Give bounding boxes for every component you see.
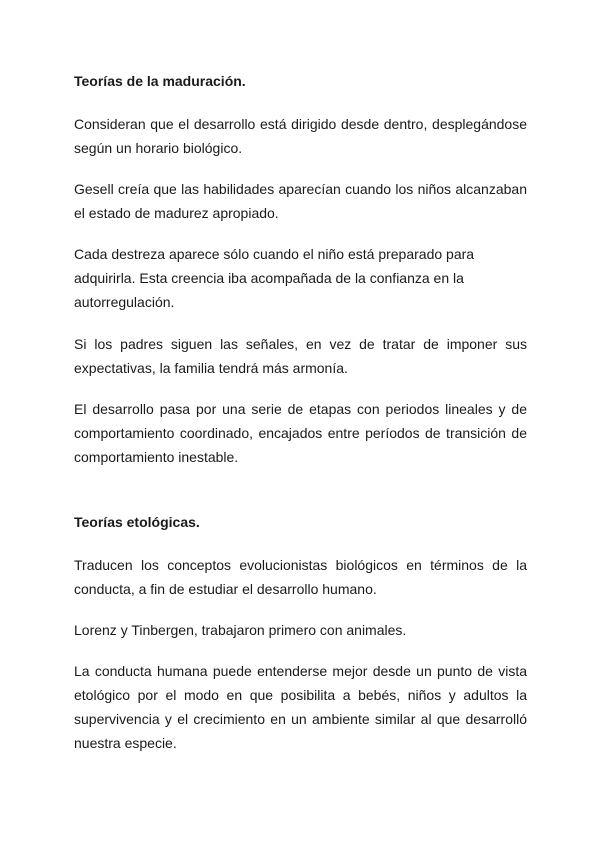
paragraph-ethological-1: Traducen los conceptos evolucionistas biológicos en términos de la conducta, a fin de estudiar el desarrollo humano.	[74, 557, 527, 597]
paragraph-maturation-4: Si los padres siguen las señales, en vez de tratar de imponer sus expectativas, la familia tendrá más armonía.	[74, 336, 527, 376]
paragraph-ethological-3: La conducta humana puede entenderse mejor desde un punto de vista etológico por el modo en que posibilita a bebés, niños y adultos la supervivencia y el crecimiento en un ambiente similar al que desarrolló nuestra especie.	[74, 663, 527, 751]
paragraph-maturation-3: Cada destreza aparece sólo cuando el niño está preparado para adquirirla. Esta creencia iba acompañada de la confianza en la autorregulación.	[74, 246, 475, 310]
paragraph-maturation-5: El desarrollo pasa por una serie de etapas con periodos lineales y de comportamiento coordinado, encajados entre períodos de transición de comportamiento inestable.	[74, 401, 527, 465]
paragraph-maturation-2: Gesell creía que las habilidades aparecían cuando los niños alcanzaban el estado de madurez apropiado.	[74, 181, 527, 221]
paragraph-maturation-1: Consideran que el desarrollo está dirigido desde dentro, desplegándose según un horario biológico.	[74, 116, 527, 156]
section-title-ethological: Teorías etológicas.	[74, 514, 200, 530]
paragraph-ethological-2: Lorenz y Tinbergen, trabajaron primero con animales.	[74, 622, 407, 638]
section-title-maturation: Teorías de la maduración.	[74, 73, 246, 89]
